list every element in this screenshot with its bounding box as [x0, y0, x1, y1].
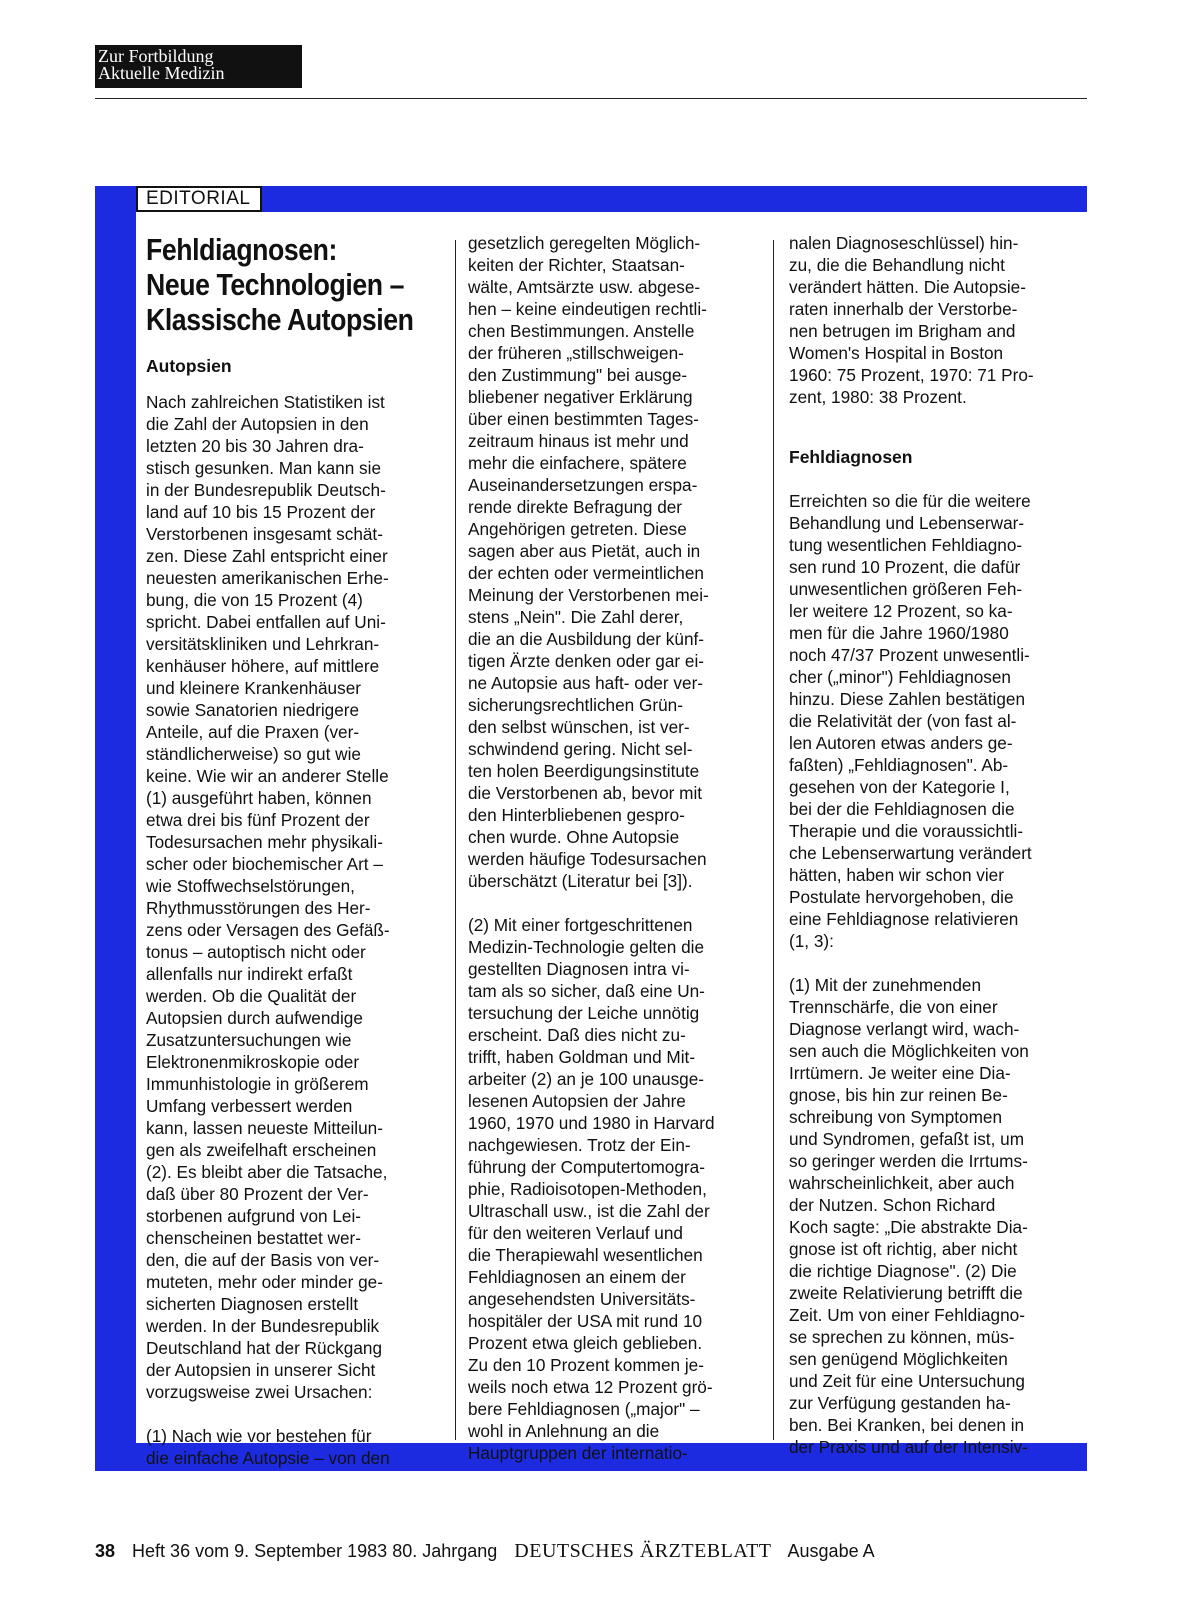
text-line: che Lebenserwartung verändert [789, 843, 1032, 863]
text-line: der echten oder vermeintlichen [468, 563, 704, 583]
text-line: den, die auf der Basis von ver- [146, 1250, 380, 1270]
text-line: nen betrugen im Brigham and [789, 321, 1016, 341]
text-line: wie Stoffwechselstörungen, [146, 876, 355, 896]
section-tag [95, 45, 302, 88]
text-line: Fehldiagnosen an einem der [468, 1267, 686, 1287]
text-line: hospitäler der USA mit rund 10 [468, 1311, 703, 1331]
text-line: (2) Mit einer fortgeschrittenen [468, 915, 693, 935]
text-line: Verstorbenen insgesamt schät- [146, 524, 383, 544]
text-line: der Praxis und auf der Intensiv- [789, 1437, 1028, 1457]
text-line: Nach zahlreichen Statistiken ist [146, 392, 385, 412]
text-line: werden häufige Todesursachen [468, 849, 707, 869]
text-line: hinzu. Diese Zahlen bestätigen [789, 689, 1026, 709]
text-line: zu, die die Behandlung nicht [789, 255, 1005, 275]
text-line: Koch sagte: „Die abstrakte Dia- [789, 1217, 1028, 1237]
text-line: gesehen von der Kategorie I, [789, 777, 1010, 797]
text-line: Women's Hospital in Boston [789, 343, 1004, 363]
text-line: zweite Relativierung betrifft die [789, 1283, 1023, 1303]
text-line: wälte, Amtsärzte usw. abgese- [468, 277, 701, 297]
text-line: Trennschärfe, die von einer [789, 997, 998, 1017]
text-line: Behandlung und Lebenserwar- [789, 513, 1025, 533]
text-line: keine. Wie wir an anderer Stelle [146, 766, 389, 786]
article-headline [146, 232, 447, 337]
text-line: der Nutzen. Schon Richard [789, 1195, 996, 1215]
text-line: daß über 80 Prozent der Ver- [146, 1184, 369, 1204]
text-line: 1960, 1970 und 1980 in Harvard [468, 1113, 715, 1133]
paragraph [789, 974, 1089, 1458]
text-line: Autopsien durch aufwendige [146, 1008, 363, 1028]
text-line: ten holen Beerdigungsinstitute [468, 761, 700, 781]
section-tag-line2: Aktuelle Medizin [98, 63, 225, 83]
text-line: eine Fehldiagnose relativieren [789, 909, 1019, 929]
header-rule [95, 98, 1087, 99]
text-line: tam als so sicher, daß eine Un- [468, 981, 705, 1001]
text-line: spricht. Dabei entfallen auf Uni- [146, 612, 386, 632]
text-line: die Relativität der (von fast al- [789, 711, 1017, 731]
text-line: zeitraum hinaus ist mehr und [468, 431, 689, 451]
text-line: überschätzt (Literatur bei [3]). [468, 871, 693, 891]
text-line: Auseinandersetzungen erspa- [468, 475, 698, 495]
text-line: Immunhistologie in größerem [146, 1074, 369, 1094]
text-line: men für die Jahre 1960/1980 [789, 623, 1009, 643]
text-line: neuesten amerikanischen Erhe- [146, 568, 389, 588]
text-line: Therapie und die voraussichtli- [789, 821, 1024, 841]
text-line: scher oder biochemischer Art – [146, 854, 383, 874]
text-line: ler weitere 12 Prozent, so ka- [789, 601, 1013, 621]
text-line: Erreichten so die für die weitere [789, 491, 1031, 511]
text-line: rende direkte Befragung der [468, 497, 683, 517]
text-line: schwindend gering. Nicht sel- [468, 739, 693, 759]
text-line: Todesursachen mehr physikali- [146, 832, 383, 852]
text-line: len Autoren etwas anders ge- [789, 733, 1013, 753]
text-line: so geringer werden die Irrtums- [789, 1151, 1028, 1171]
text-line: nalen Diagnoseschlüssel) hin- [789, 233, 1019, 253]
text-line: Ultraschall usw., ist die Zahl der [468, 1201, 710, 1221]
article-column-3 [789, 232, 1089, 1458]
text-line: die richtige Diagnose". (2) Die [789, 1261, 1017, 1281]
text-line: hätten, haben wir schon vier [789, 865, 1004, 885]
paragraph [146, 1425, 446, 1469]
text-line: schreibung von Symptomen [789, 1107, 1003, 1127]
text-line: chenscheinen bestattet wer- [146, 1228, 361, 1248]
text-line: faßten) „Fehldiagnosen". Ab- [789, 755, 1009, 775]
editorial-label: EDITORIAL [136, 186, 262, 212]
paragraph [789, 232, 1089, 408]
text-line: den Hinterbliebenen gespro- [468, 805, 685, 825]
text-line: für den weiteren Verlauf und [468, 1223, 683, 1243]
text-line: und kleinere Krankenhäuser [146, 678, 361, 698]
text-line: führung der Computertomogra- [468, 1157, 705, 1177]
text-line: werden. Ob die Qualität der [146, 986, 357, 1006]
text-line: sen auch die Möglichkeiten von [789, 1041, 1029, 1061]
headline-line: Neue Technologien – [146, 267, 404, 302]
text-line: Zu den 10 Prozent kommen je- [468, 1355, 704, 1375]
text-line: (1) ausgeführt haben, können [146, 788, 372, 808]
text-line: Rhythmusstörungen des Her- [146, 898, 371, 918]
text-line: allenfalls nur indirekt erfaßt [146, 964, 353, 984]
text-line: tonus – autoptisch nicht oder [146, 942, 366, 962]
text-line: tersuchung der Leiche unnötig [468, 1003, 700, 1023]
text-line: Zeit. Um von einer Fehldiagno- [789, 1305, 1025, 1325]
text-line: stisch gesunken. Man kann sie [146, 458, 382, 478]
text-line: (1) Mit der zunehmenden [789, 975, 982, 995]
text-line: trifft, haben Goldman und Mit- [468, 1047, 696, 1067]
text-line: ständlicherweise) so gut wie [146, 744, 361, 764]
text-line: wohl in Anlehnung an die [468, 1421, 660, 1441]
text-line: bliebener negativer Erklärung [468, 387, 693, 407]
text-line: Anteile, auf die Praxen (ver- [146, 722, 360, 742]
text-line: Prozent etwa gleich geblieben. [468, 1333, 703, 1353]
column-divider-2 [773, 240, 774, 1440]
text-line: bere Fehldiagnosen („major" – [468, 1399, 700, 1419]
text-line: zur Verfügung gestanden ha- [789, 1393, 1011, 1413]
text-line: arbeiter (2) an je 100 unausge- [468, 1069, 705, 1089]
page-footer [95, 1538, 1087, 1564]
text-line: gen als zweifelhaft erscheinen [146, 1140, 377, 1160]
text-line: sicherungsrechtlichen Grün- [468, 695, 683, 715]
text-line: (1, 3): [789, 931, 834, 951]
paragraph [146, 391, 446, 1403]
editorial-frame-left [95, 186, 136, 1471]
text-line: zens oder Versagen des Gefäß- [146, 920, 390, 940]
text-line: Hauptgruppen der internatio- [468, 1443, 688, 1463]
paragraph [468, 232, 763, 892]
text-line: bei der die Fehldiagnosen die [789, 799, 1015, 819]
text-line: wahrscheinlichkeit, aber auch [789, 1173, 1015, 1193]
headline-line: Fehldiagnosen: [146, 232, 337, 267]
text-line: die Zahl der Autopsien in den [146, 414, 369, 434]
text-line: angesehendsten Universitäts- [468, 1289, 696, 1309]
text-line: chen wurde. Ohne Autopsie [468, 827, 680, 847]
text-line: letzten 20 bis 30 Jahren dra- [146, 436, 364, 456]
text-line: erscheint. Daß dies nicht zu- [468, 1025, 686, 1045]
text-line: gnose, bis hin zur reinen Be- [789, 1085, 1008, 1105]
text-line: die einfache Autopsie – von den [146, 1448, 390, 1468]
text-line: bung, die von 15 Prozent (4) [146, 590, 363, 610]
text-line: der früheren „stillschweigen- [468, 343, 684, 363]
text-line: der Autopsien in unserer Sicht [146, 1360, 376, 1380]
text-line: mehr die einfachere, spätere [468, 453, 687, 473]
text-line: noch 47/37 Prozent unwesentli- [789, 645, 1030, 665]
text-line: unwesentlichen größeren Feh- [789, 579, 1023, 599]
text-line: Zusatzuntersuchungen wie [146, 1030, 352, 1050]
text-line: Medizin-Technologie gelten die [468, 937, 704, 957]
text-line: tung wesentlichen Fehldiagno- [789, 535, 1023, 555]
text-line: se sprechen zu können, müs- [789, 1327, 1015, 1347]
text-line: Elektronenmikroskopie oder [146, 1052, 360, 1072]
issue-info: Heft 36 vom 9. September 1983 80. Jahrgang [132, 1541, 498, 1561]
text-line: tigen Ärzte denken oder gar ei- [468, 651, 704, 671]
edition-label: Ausgabe A [787, 1541, 875, 1561]
text-line: Diagnose verlangt wird, wach- [789, 1019, 1020, 1039]
text-line: Meinung der Verstorbenen mei- [468, 585, 709, 605]
text-line: Angehörigen getreten. Diese [468, 519, 687, 539]
article-column-1 [146, 232, 446, 1469]
text-line: sowie Sanatorien niedrigere [146, 700, 360, 720]
subhead-autopsien: Autopsien [146, 356, 232, 376]
text-line: phie, Radioisotopen-Methoden, [468, 1179, 707, 1199]
text-line: werden. In der Bundesrepublik [146, 1316, 380, 1336]
text-line: Postulate hervorgehoben, die [789, 887, 1014, 907]
journal-masthead: DEUTSCHES ÄRZTEBLATT [514, 1540, 772, 1562]
text-line: verändert hätten. Die Autopsie- [789, 277, 1026, 297]
paragraph [789, 490, 1089, 952]
text-line: Deutschland hat der Rückgang [146, 1338, 383, 1358]
subhead-fehldiagnosen: Fehldiagnosen [789, 447, 913, 467]
text-line: in der Bundesrepublik Deutsch- [146, 480, 386, 500]
text-line: die Verstorbenen ab, bevor mit [468, 783, 703, 803]
article-column-2 [468, 232, 763, 1464]
text-line: etwa drei bis fünf Prozent der [146, 810, 370, 830]
text-line: cher („minor") Fehldiagnosen [789, 667, 1011, 687]
text-line: sen genügend Möglichkeiten [789, 1349, 1008, 1369]
text-line: sen rund 10 Prozent, die dafür [789, 557, 1021, 577]
text-line: und Zeit für eine Untersuchung [789, 1371, 1025, 1391]
text-line: den selbst wünschen, ist ver- [468, 717, 690, 737]
text-line: 1960: 75 Prozent, 1970: 71 Pro- [789, 365, 1034, 385]
column-divider-1 [455, 240, 456, 1440]
text-line: (2). Es bleibt aber die Tatsache, [146, 1162, 388, 1182]
text-line: sagen aber aus Pietät, auch in [468, 541, 701, 561]
text-line: Irrtümern. Je weiter eine Dia- [789, 1063, 1011, 1083]
text-line: chen Bestimmungen. Anstelle [468, 321, 695, 341]
text-line: über einen bestimmten Tages- [468, 409, 699, 429]
headline-line: Klassische Autopsien [146, 302, 414, 337]
text-line: weils noch etwa 12 Prozent grö- [468, 1377, 713, 1397]
text-line: lesenen Autopsien der Jahre [468, 1091, 686, 1111]
text-line: versitätskliniken und Lehrkran- [146, 634, 380, 654]
text-line: gnose ist oft richtig, aber nicht [789, 1239, 1018, 1259]
text-line: die an die Ausbildung der künf- [468, 629, 705, 649]
text-line: ben. Bei Kranken, bei denen in [789, 1415, 1025, 1435]
section-tag-line1: Zur Fortbildung [98, 46, 214, 66]
text-line: keiten der Richter, Staatsan- [468, 255, 685, 275]
text-line: muteten, mehr oder minder ge- [146, 1272, 383, 1292]
text-line: Umfang verbessert werden [146, 1096, 353, 1116]
text-line: hen – keine eindeutigen rechtli- [468, 299, 707, 319]
text-line: raten innerhalb der Verstorbe- [789, 299, 1018, 319]
text-line: vorzugsweise zwei Ursachen: [146, 1382, 373, 1402]
paragraph [468, 914, 763, 1464]
text-line: land auf 10 bis 15 Prozent der [146, 502, 376, 522]
text-line: den Zustimmung" bei ausge- [468, 365, 688, 385]
text-line: stens „Nein". Die Zahl derer, [468, 607, 684, 627]
text-line: gesetzlich geregelten Möglich- [468, 233, 701, 253]
text-line: nachgewiesen. Trotz der Ein- [468, 1135, 691, 1155]
page-number: 38 [95, 1541, 116, 1561]
text-line: (1) Nach wie vor bestehen für [146, 1426, 372, 1446]
text-line: kann, lassen neueste Mitteilun- [146, 1118, 383, 1138]
text-line: und Syndromen, gefaßt ist, um [789, 1129, 1025, 1149]
text-line: storbenen aufgrund von Lei- [146, 1206, 361, 1226]
text-line: sicherten Diagnosen erstellt [146, 1294, 359, 1314]
text-line: gestellten Diagnosen intra vi- [468, 959, 690, 979]
text-line: zen. Diese Zahl entspricht einer [146, 546, 388, 566]
text-line: kenhäuser höhere, auf mittlere [146, 656, 380, 676]
text-line: zent, 1980: 38 Prozent. [789, 387, 967, 407]
text-line: ne Autopsie aus haft- oder ver- [468, 673, 704, 693]
text-line: die Therapiewahl wesentlichen [468, 1245, 703, 1265]
